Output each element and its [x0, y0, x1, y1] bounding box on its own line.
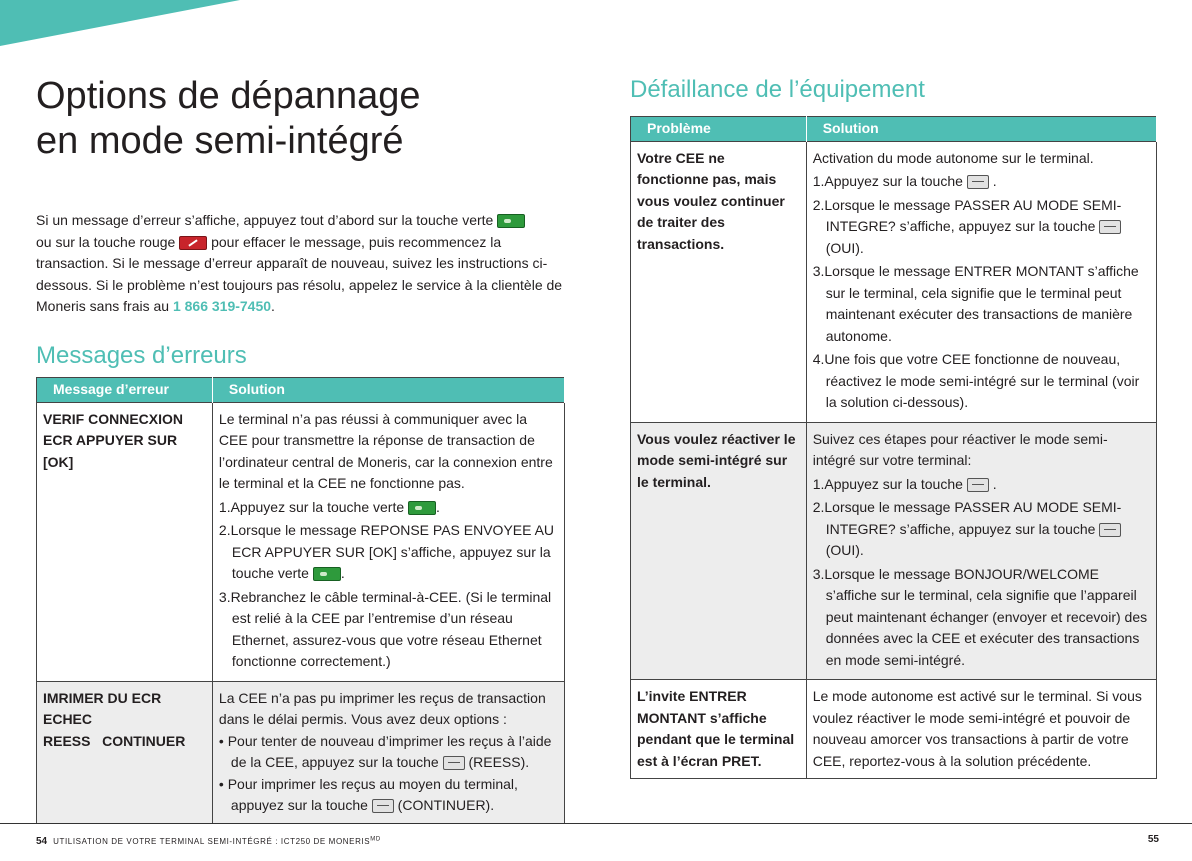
green-key-icon: [497, 214, 525, 228]
function-key-icon: [967, 478, 989, 492]
problem-cell: L’invite ENTRER MONTANT s’affiche pendant que le terminal est à l’écran PRET.: [631, 680, 807, 779]
steps-list: [813, 171, 1150, 414]
list-item: 3.Lorsque le message BONJOUR/WELCOME s’affiche sur le terminal, cela signifie que l’appareil peut maintenant échanger (envoyer et recevoir) des données avec la CEE et exécuter des transactions en mode semi-intégré.: [812, 565, 1148, 668]
list-item: 1.Appuyez sur la touche verte .: [218, 498, 440, 515]
green-key-icon: [313, 567, 341, 581]
table-row: [37, 402, 565, 681]
list-item: 2.Lorsque le message PASSER AU MODE SEMI-INTEGRE? s’affiche, appuyez sur la touche (OUI).: [812, 196, 1122, 256]
function-key-icon: [443, 756, 465, 770]
green-key-icon: [408, 501, 436, 515]
page-number-right: 55: [1147, 834, 1159, 845]
function-key-icon: [1099, 523, 1121, 537]
list-item: 1.Appuyez sur la touche .: [812, 173, 997, 189]
function-key-icon: [372, 799, 394, 813]
solution-cell: Suivez ces étapes pour réactiver le mode semi-intégré sur votre terminal: 1.Appuyez sur la touche . 2.Lorsque le message PASSER AU MODE SEMI-INTEGRE? s’affiche, appuyez sur la touche (OUI). 3.Lorsque le message BONJOUR/WELCOME s’affiche sur le terminal, cela signifie que l’appareil peut maintenant échanger (envoyer et recevoir) des données avec la CEE et exécuter des transactions en mode semi-intégré.: [806, 422, 1156, 680]
options-list: [219, 731, 558, 817]
equipment-failure-table: [630, 116, 1157, 779]
red-key-icon: [179, 236, 207, 250]
list-item: 3.Rebranchez le câble terminal-à-CEE. (Si le terminal est relié à la CEE par l’entremise d’un réseau Ethernet, assurez-vous que votre réseau Ethernet fonctionne correctement.): [218, 588, 552, 669]
function-key-icon: [1099, 220, 1121, 234]
error-messages-heading: Messages d’erreurs: [36, 342, 247, 369]
function-key-icon: [967, 175, 989, 189]
footer-left: [36, 836, 381, 847]
table-row: [631, 680, 1157, 779]
list-item: • Pour tenter de nouveau d’imprimer les reçus à l’aide de la CEE, appuyez sur la touche (REESS).: [218, 732, 552, 770]
list-item: • Pour imprimer les reçus au moyen du terminal, appuyez sur la touche (CONTINUER).: [218, 775, 518, 813]
page-title-line-1: Options de dépannage: [36, 75, 421, 117]
intro-paragraph: Si un message d’erreur s’affiche, appuyez tout d’abord sur la touche verte ou sur la touche rouge pour effacer le message, puis recommencez la transaction. Si le message d’erreur apparaît de nouveau, suivez les instructions ci-dessous. Si le problème n’est toujours pas résolu, appelez le service à la clientèle de Moneris sans frais au 1 866 319-7450.: [36, 212, 563, 314]
page-number-left: 54: [36, 836, 48, 847]
steps-list: [813, 474, 1150, 672]
list-item: 1.Appuyez sur la touche .: [812, 475, 997, 492]
steps-list: [219, 497, 558, 673]
table-row: [631, 141, 1157, 422]
error-messages-table: [36, 377, 565, 824]
column-header-solution: Solution: [212, 378, 564, 403]
trademark-superscript: MD: [370, 836, 381, 843]
solution-cell: La CEE n’a pas pu imprimer les reçus de transaction dans le délai permis. Vous avez deux options : • Pour tenter de nouveau d’imprimer les reçus à l’aide de la CEE, appuyez sur la touche (REESS). • Pour imprimer les reçus au moyen du terminal, appuyez sur la touche (CONTINUER).: [212, 681, 564, 823]
solution-cell: Le mode autonome est activé sur le terminal. Si vous voulez réactiver le mode semi-intégré et pouvoir de nouveau amorcer vos transactions à partir de votre CEE, reportez-vous à la solution précédente.: [806, 680, 1156, 779]
list-item: 2.Lorsque le message REPONSE PAS ENVOYEE AU ECR APPUYER SUR [OK] s’affiche, appuyez sur la touche verte .: [218, 522, 555, 581]
error-message-cell: IMRIMER DU ECR ECHEC REESS CONTINUER: [37, 681, 213, 823]
solution-cell: Le terminal n’a pas réussi à communiquer avec la CEE pour transmettre la réponse de transaction de l’ordinateur central de Moneris, car la connexion entre le terminal et la CEE ne fonctionne pas. 1.Appuyez sur la touche verte . 2.Lorsque le message REPONSE PAS ENVOYEE AU ECR APPUYER SUR [OK] s’affiche, appuyez sur la touche verte . 3.Rebranchez le câble terminal-à-CEE. (Si le terminal est relié à la CEE par l’entremise d’un réseau Ethernet, assurez-vous que votre réseau Ethernet fonctionne correctement.): [212, 402, 564, 681]
equipment-failure-heading: Défaillance de l’équipement: [630, 76, 925, 103]
problem-cell: Vous voulez réactiver le mode semi-intégré sur le terminal.: [631, 422, 807, 680]
footer-divider: [0, 823, 1192, 824]
problem-cell: Votre CEE ne fonctionne pas, mais vous voulez continuer de traiter des transactions.: [631, 141, 807, 422]
column-header-problem: Problème: [631, 117, 807, 142]
page-title-line-2: en mode semi-intégré: [36, 120, 404, 162]
list-item: 3.Lorsque le message ENTRER MONTANT s’affiche sur le terminal, cela signifie que le terminal peut maintenant exécuter des transactions de manière autonome.: [812, 263, 1139, 344]
error-message-cell: VERIF CONNECXION ECR APPUYER SUR [OK]: [37, 402, 213, 681]
list-item: 4.Une fois que votre CEE fonctionne de nouveau, réactivez le mode semi-intégré sur le terminal (voir la solution ci-dessous).: [812, 351, 1140, 410]
corner-accent-shape: [0, 0, 240, 48]
column-header-solution: Solution: [806, 117, 1156, 142]
table-row: [631, 422, 1157, 680]
phone-number: 1 866 319-7450: [172, 298, 272, 314]
column-header-message: Message d’erreur: [37, 378, 213, 403]
list-item: 2.Lorsque le message PASSER AU MODE SEMI-INTEGRE? s’affiche, appuyez sur la touche (OUI).: [812, 499, 1122, 558]
footer-title: UTILISATION DE VOTRE TERMINAL SEMI-INTÉGRÉ : ICT250 DE MONERIS: [53, 837, 371, 846]
solution-cell: Activation du mode autonome sur le terminal. 1.Appuyez sur la touche . 2.Lorsque le message PASSER AU MODE SEMI-INTEGRE? s’affiche, appuyez sur la touche (OUI). 3.Lorsque le message ENTRER MONTANT s’affiche sur le terminal, cela signifie que le terminal peut maintenant exécuter des transactions de manière autonome. 4.Une fois que votre CEE fonctionne de nouveau, réactivez le mode semi-intégré sur le terminal (voir la solution ci-dessous).: [806, 141, 1156, 422]
table-header-row: [37, 378, 565, 403]
table-header-row: [631, 117, 1157, 142]
page-title: [36, 74, 421, 164]
table-row: [37, 681, 565, 823]
